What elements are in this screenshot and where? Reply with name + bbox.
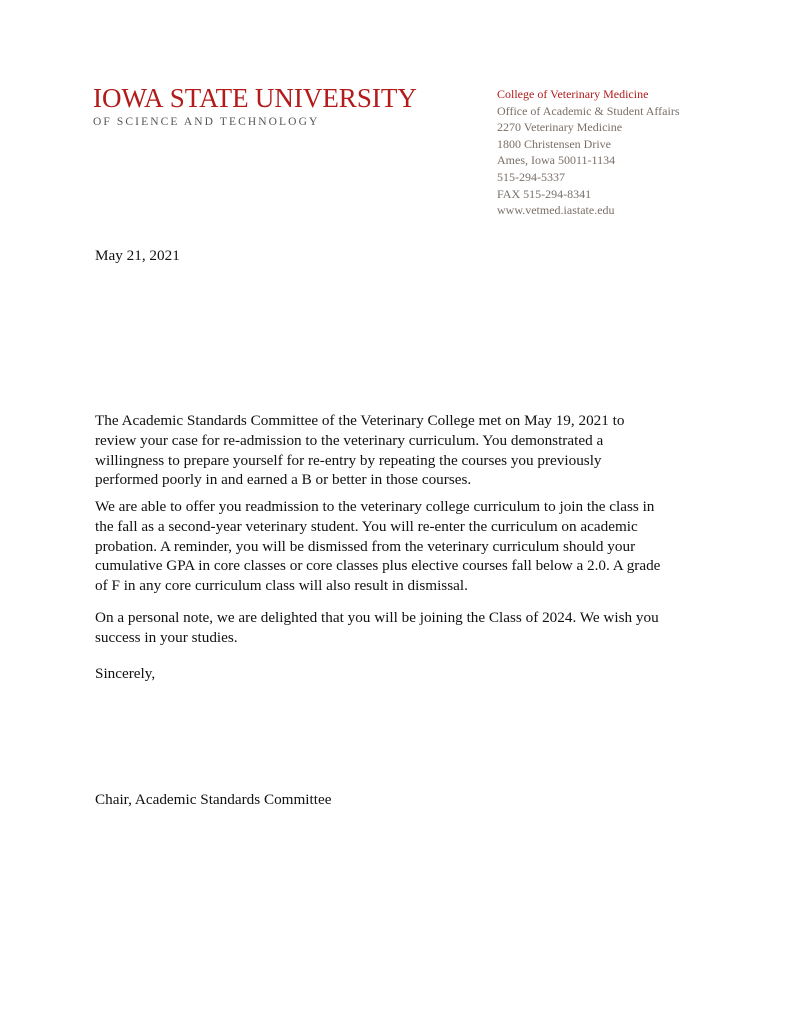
paragraph-line: We are able to offer you readmission to the veterinary college curriculum to join the class in (95, 498, 655, 515)
signature-block (95, 790, 715, 810)
paragraph-2 (95, 497, 715, 596)
paragraph-line: review your case for re-admission to the veterinary curriculum. You demonstrated a (95, 431, 604, 449)
paragraph-line: performed poorly in and earned a B or better in those courses. (95, 471, 472, 489)
paragraph-3 (95, 608, 715, 648)
office-college-name: College of Veterinary Medicine (497, 87, 649, 101)
paragraph-line: On a personal note, we are delighted that you will be joining the Class of 2024. We wish you (95, 609, 659, 626)
office-fax: FAX 515-294-8341 (497, 186, 592, 201)
logo-word-state: STATE (169, 83, 249, 113)
paragraph-line: of F in any core curriculum class will also result in dismissal. (95, 577, 468, 595)
letter-date: May 21, 2021 (95, 247, 180, 264)
logo-word-iowa: IOWA (93, 83, 164, 113)
paragraph-1 (95, 411, 715, 490)
signature-title: Chair, Academic Standards Committee (95, 791, 332, 808)
office-website: www.vetmed.iastate.edu (497, 203, 615, 218)
logo-tagline: OF SCIENCE AND TECHNOLOGY (93, 116, 320, 128)
paragraph-line: probation. A reminder, you will be dismissed from the veterinary curriculum should your (95, 537, 636, 555)
closing-text: Sincerely, (95, 665, 156, 682)
paragraph-line: willingness to prepare yourself for re-entry by repeating the courses you previously (95, 451, 602, 469)
office-street: 1800 Christensen Drive (497, 136, 611, 151)
office-address-block (497, 86, 680, 219)
paragraph-line: cumulative GPA in core classes or core classes plus elective courses fall below a 2.0. A grade (95, 557, 661, 575)
office-department: Office of Academic & Student Affairs (497, 103, 680, 118)
university-logo (93, 83, 417, 128)
office-phone: 515-294-5337 (497, 169, 565, 184)
closing (95, 664, 715, 684)
logo-wordmark (93, 83, 417, 114)
logo-word-university: UNIVERSITY (254, 83, 417, 113)
paragraph-line: the fall as a second-year veterinary student. You will re-enter the curriculum on academic (95, 517, 638, 535)
paragraph-line: success in your studies. (95, 628, 238, 646)
office-room: 2270 Veterinary Medicine (497, 120, 623, 135)
paragraph-line: The Academic Standards Committee of the Veterinary College met on May 19, 2021 to (95, 412, 625, 429)
office-city: Ames, Iowa 50011-1134 (497, 153, 616, 168)
